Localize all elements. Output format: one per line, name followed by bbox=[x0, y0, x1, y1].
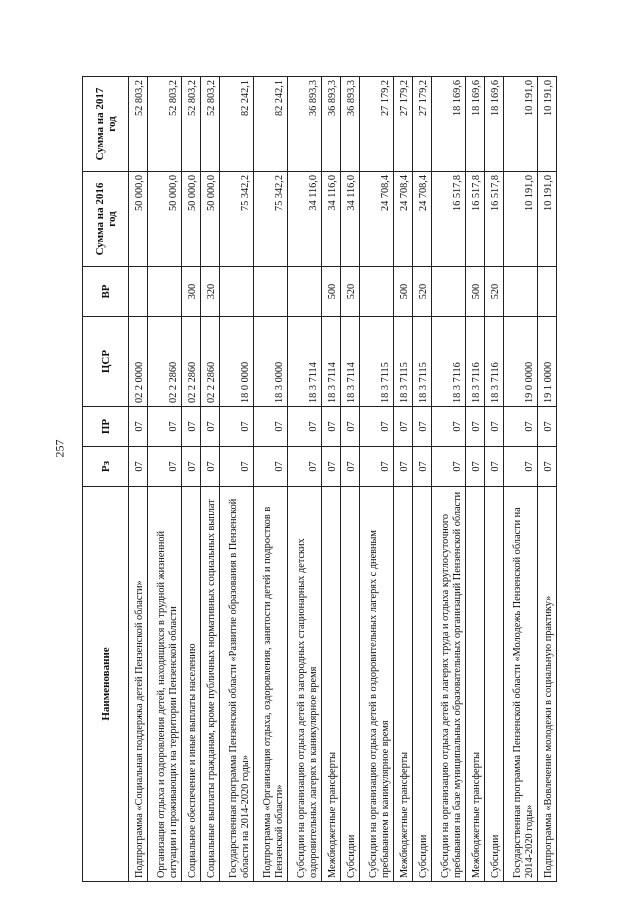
row-vr bbox=[503, 267, 537, 317]
row-name: Организация отдыха и оздоровления детей, находящихся в трудной жизненной ситуации и проживающих на территории Пензенской области bbox=[147, 487, 181, 882]
row-sum-2016: 75 342,2 bbox=[253, 172, 287, 267]
row-sum-2017: 27 179,2 bbox=[360, 77, 394, 172]
row-pr: 07 bbox=[200, 407, 219, 447]
row-sum-2016: 75 342,2 bbox=[219, 172, 253, 267]
row-name: Субсидии на организацию отдыха детей в лагерях труда и отдыха круглосуточного пребывания на базе муниципальных образовательных организаций Пензенской области bbox=[431, 487, 465, 882]
row-pr: 07 bbox=[394, 407, 413, 447]
row-csr: 18 3 7116 bbox=[466, 317, 485, 407]
row-pr: 07 bbox=[253, 407, 287, 447]
row-vr bbox=[129, 267, 148, 317]
row-vr bbox=[147, 267, 181, 317]
row-name: Межбюджетные трансферты bbox=[394, 487, 413, 882]
row-rz: 07 bbox=[394, 447, 413, 487]
header-rz: Рз bbox=[83, 447, 129, 487]
row-sum-2016: 34 116,0 bbox=[341, 172, 360, 267]
row-sum-2017: 27 179,2 bbox=[413, 77, 432, 172]
row-csr: 18 0 0000 bbox=[219, 317, 253, 407]
header-vr: ВР bbox=[83, 267, 129, 317]
row-rz: 07 bbox=[200, 447, 219, 487]
row-pr: 07 bbox=[182, 407, 201, 447]
table-row bbox=[253, 77, 287, 882]
row-sum-2017: 36 893,3 bbox=[322, 77, 341, 172]
table-row bbox=[341, 77, 360, 882]
row-sum-2017: 52 803,2 bbox=[182, 77, 201, 172]
row-rz: 07 bbox=[466, 447, 485, 487]
row-rz: 07 bbox=[182, 447, 201, 487]
row-csr: 18 3 7114 bbox=[341, 317, 360, 407]
row-vr: 320 bbox=[200, 267, 219, 317]
row-vr: 300 bbox=[182, 267, 201, 317]
row-name: Субсидии bbox=[341, 487, 360, 882]
row-csr: 18 3 7116 bbox=[431, 317, 465, 407]
row-sum-2016: 50 000,0 bbox=[129, 172, 148, 267]
header-pr: ПР bbox=[83, 407, 129, 447]
row-vr bbox=[253, 267, 287, 317]
row-vr: 520 bbox=[341, 267, 360, 317]
row-sum-2017: 10 191,0 bbox=[537, 77, 556, 172]
row-rz: 07 bbox=[360, 447, 394, 487]
row-sum-2017: 82 242,1 bbox=[253, 77, 287, 172]
row-pr: 07 bbox=[129, 407, 148, 447]
row-rz: 07 bbox=[147, 447, 181, 487]
rotated-table-container bbox=[82, 77, 557, 882]
row-sum-2017: 18 169,6 bbox=[431, 77, 465, 172]
row-sum-2016: 24 708,4 bbox=[360, 172, 394, 267]
row-pr: 07 bbox=[360, 407, 394, 447]
table-row bbox=[322, 77, 341, 882]
row-sum-2016: 34 116,0 bbox=[322, 172, 341, 267]
table-row bbox=[129, 77, 148, 882]
row-csr: 02 2 2860 bbox=[200, 317, 219, 407]
header-sum-2016: Сумма на 2016 год bbox=[83, 172, 129, 267]
row-sum-2016: 50 000,0 bbox=[200, 172, 219, 267]
row-sum-2017: 52 803,2 bbox=[200, 77, 219, 172]
row-sum-2017: 82 242,1 bbox=[219, 77, 253, 172]
row-pr: 07 bbox=[431, 407, 465, 447]
row-csr: 19 0 0000 bbox=[503, 317, 537, 407]
header-csr: ЦСР bbox=[83, 317, 129, 407]
row-name: Подпрограмма «Организация отдыха, оздоровления, занятости детей и подростков в Пензенской области» bbox=[253, 487, 287, 882]
row-pr: 07 bbox=[147, 407, 181, 447]
row-pr: 07 bbox=[413, 407, 432, 447]
table-row bbox=[200, 77, 219, 882]
row-name: Субсидии bbox=[413, 487, 432, 882]
row-csr: 18 3 7116 bbox=[484, 317, 503, 407]
row-vr: 520 bbox=[484, 267, 503, 317]
row-name: Государственная программа Пензенской области «Молодежь Пензенской области на 2014-2020 годы» bbox=[503, 487, 537, 882]
row-name: Подпрограмма «Вовлечение молодежи в социальную практику» bbox=[537, 487, 556, 882]
row-vr: 520 bbox=[413, 267, 432, 317]
table-row bbox=[360, 77, 394, 882]
row-name: Социальное обеспечение и иные выплаты населению bbox=[182, 487, 201, 882]
table-row bbox=[537, 77, 556, 882]
row-vr: 500 bbox=[322, 267, 341, 317]
row-csr: 19 1 0000 bbox=[537, 317, 556, 407]
row-vr bbox=[537, 267, 556, 317]
row-sum-2017: 27 179,2 bbox=[394, 77, 413, 172]
row-sum-2016: 10 191,0 bbox=[537, 172, 556, 267]
row-rz: 07 bbox=[484, 447, 503, 487]
table-row bbox=[503, 77, 537, 882]
page-number: 257 bbox=[52, 439, 67, 458]
row-pr: 07 bbox=[466, 407, 485, 447]
row-name: Субсидии bbox=[484, 487, 503, 882]
row-sum-2016: 50 000,0 bbox=[147, 172, 181, 267]
table-row bbox=[431, 77, 465, 882]
row-csr: 02 2 2860 bbox=[182, 317, 201, 407]
table-row bbox=[466, 77, 485, 882]
row-rz: 07 bbox=[322, 447, 341, 487]
row-rz: 07 bbox=[341, 447, 360, 487]
row-vr bbox=[431, 267, 465, 317]
row-name: Подпрограмма «Социальная поддержка детей Пензенской области» bbox=[129, 487, 148, 882]
row-sum-2017: 36 893,3 bbox=[341, 77, 360, 172]
row-sum-2016: 10 191,0 bbox=[503, 172, 537, 267]
row-name: Субсидии на организацию отдыха детей в оздоровительных лагерях с дневным пребыванием в каникулярное время bbox=[360, 487, 394, 882]
row-csr: 18 3 7114 bbox=[288, 317, 322, 407]
row-sum-2017: 36 893,3 bbox=[288, 77, 322, 172]
row-vr bbox=[360, 267, 394, 317]
header-row bbox=[83, 77, 129, 882]
table-row bbox=[288, 77, 322, 882]
row-rz: 07 bbox=[219, 447, 253, 487]
row-name: Государственная программа Пензенской области «Развитие образования в Пензенской области на 2014-2020 годы» bbox=[219, 487, 253, 882]
table-row bbox=[484, 77, 503, 882]
row-rz: 07 bbox=[537, 447, 556, 487]
row-sum-2017: 18 169,6 bbox=[484, 77, 503, 172]
row-vr bbox=[288, 267, 322, 317]
row-vr bbox=[219, 267, 253, 317]
table-row bbox=[413, 77, 432, 882]
row-rz: 07 bbox=[253, 447, 287, 487]
row-name: Субсидии на организацию отдыха детей в загородных стационарных детских оздоровительных лагерях в каникулярное время bbox=[288, 487, 322, 882]
row-csr: 18 3 0000 bbox=[253, 317, 287, 407]
row-csr: 02 2 2860 bbox=[147, 317, 181, 407]
row-sum-2016: 24 708,4 bbox=[394, 172, 413, 267]
row-name: Межбюджетные трансферты bbox=[466, 487, 485, 882]
row-sum-2017: 10 191,0 bbox=[503, 77, 537, 172]
row-rz: 07 bbox=[431, 447, 465, 487]
row-vr: 500 bbox=[394, 267, 413, 317]
row-pr: 07 bbox=[322, 407, 341, 447]
row-sum-2017: 18 169,6 bbox=[466, 77, 485, 172]
row-sum-2016: 34 116,0 bbox=[288, 172, 322, 267]
row-name: Межбюджетные трансферты bbox=[322, 487, 341, 882]
table-row bbox=[182, 77, 201, 882]
header-name: Наименование bbox=[83, 487, 129, 882]
table-row bbox=[219, 77, 253, 882]
header-sum-2017: Сумма на 2017 год bbox=[83, 77, 129, 172]
row-pr: 07 bbox=[503, 407, 537, 447]
table-row bbox=[147, 77, 181, 882]
row-name: Социальные выплаты гражданам, кроме публичных нормативных социальных выплат bbox=[200, 487, 219, 882]
row-pr: 07 bbox=[484, 407, 503, 447]
row-csr: 18 3 7115 bbox=[413, 317, 432, 407]
row-pr: 07 bbox=[219, 407, 253, 447]
row-sum-2016: 16 517,8 bbox=[466, 172, 485, 267]
row-sum-2016: 16 517,8 bbox=[484, 172, 503, 267]
row-sum-2016: 16 517,8 bbox=[431, 172, 465, 267]
row-rz: 07 bbox=[413, 447, 432, 487]
row-rz: 07 bbox=[129, 447, 148, 487]
row-sum-2016: 24 708,4 bbox=[413, 172, 432, 267]
row-rz: 07 bbox=[503, 447, 537, 487]
row-csr: 18 3 7115 bbox=[360, 317, 394, 407]
row-rz: 07 bbox=[288, 447, 322, 487]
row-pr: 07 bbox=[341, 407, 360, 447]
row-pr: 07 bbox=[537, 407, 556, 447]
row-pr: 07 bbox=[288, 407, 322, 447]
row-csr: 02 2 0000 bbox=[129, 317, 148, 407]
budget-table bbox=[82, 76, 557, 882]
row-sum-2017: 52 803,2 bbox=[129, 77, 148, 172]
row-sum-2016: 50 000,0 bbox=[182, 172, 201, 267]
row-csr: 18 3 7115 bbox=[394, 317, 413, 407]
row-sum-2017: 52 803,2 bbox=[147, 77, 181, 172]
row-csr: 18 3 7114 bbox=[322, 317, 341, 407]
row-vr: 500 bbox=[466, 267, 485, 317]
table-row bbox=[394, 77, 413, 882]
